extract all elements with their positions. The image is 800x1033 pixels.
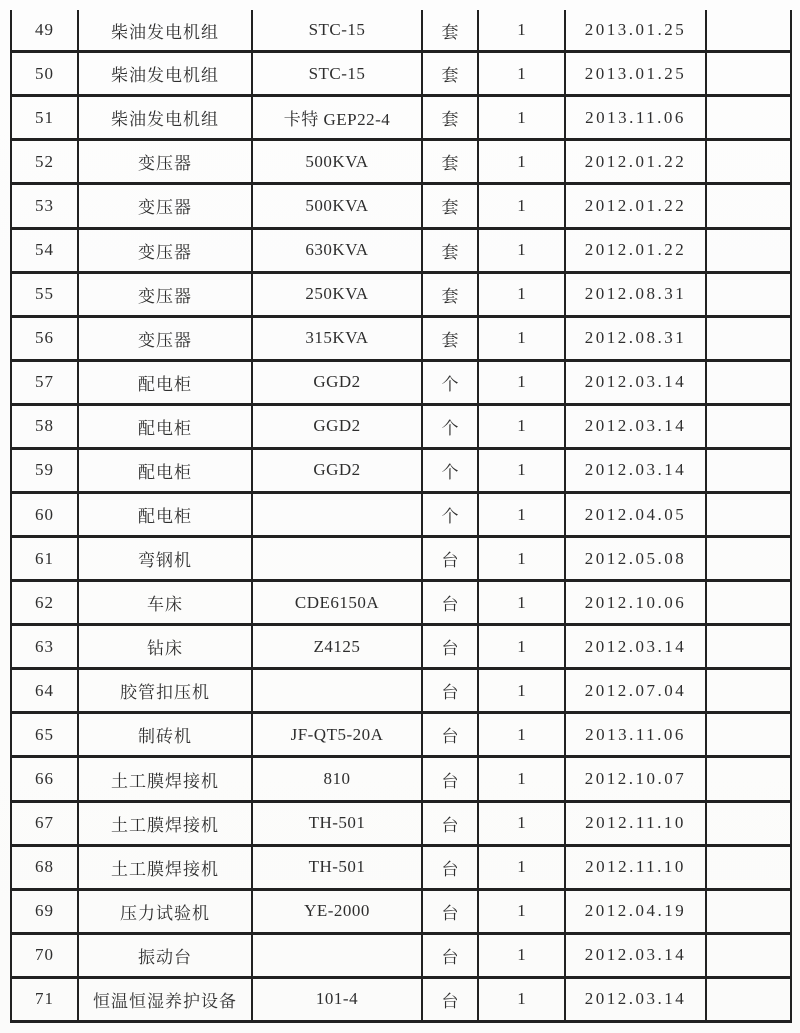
equipment-name-cell: 变压器 <box>78 316 252 360</box>
table-row <box>11 581 791 625</box>
unit-cell: 套 <box>422 228 478 272</box>
model-cell: JF-QT5-20A <box>252 713 422 757</box>
date-cell: 2012.03.14 <box>565 933 706 977</box>
unit-cell: 个 <box>422 404 478 448</box>
row-number-cell: 54 <box>11 228 78 272</box>
table-row <box>11 10 791 52</box>
date-cell: 2012.03.14 <box>565 404 706 448</box>
date-cell: 2012.03.14 <box>565 625 706 669</box>
remark-cell <box>706 228 791 272</box>
unit-cell: 套 <box>422 272 478 316</box>
equipment-name-cell: 变压器 <box>78 140 252 184</box>
date-cell: 2012.03.14 <box>565 360 706 404</box>
unit-cell: 台 <box>422 757 478 801</box>
date-cell: 2012.04.19 <box>565 889 706 933</box>
date-cell: 2013.01.25 <box>565 10 706 52</box>
model-cell <box>252 493 422 537</box>
table-row <box>11 404 791 448</box>
equipment-name-cell: 钻床 <box>78 625 252 669</box>
remark-cell <box>706 537 791 581</box>
unit-cell: 台 <box>422 845 478 889</box>
table-row <box>11 52 791 96</box>
remark-cell <box>706 977 791 1021</box>
table-row <box>11 669 791 713</box>
quantity-cell: 1 <box>478 96 565 140</box>
equipment-name-cell: 压力试验机 <box>78 889 252 933</box>
equipment-name-cell: 柴油发电机组 <box>78 52 252 96</box>
quantity-cell: 1 <box>478 404 565 448</box>
unit-cell: 套 <box>422 96 478 140</box>
row-number-cell: 56 <box>11 316 78 360</box>
remark-cell <box>706 360 791 404</box>
remark-cell <box>706 713 791 757</box>
quantity-cell: 1 <box>478 977 565 1021</box>
unit-cell: 套 <box>422 10 478 52</box>
table-row <box>11 228 791 272</box>
row-number-cell: 53 <box>11 184 78 228</box>
quantity-cell: 1 <box>478 669 565 713</box>
table-row <box>11 933 791 977</box>
remark-cell <box>706 96 791 140</box>
model-cell: YE-2000 <box>252 889 422 933</box>
equipment-name-cell: 制砖机 <box>78 713 252 757</box>
date-cell: 2012.11.10 <box>565 845 706 889</box>
unit-cell: 个 <box>422 360 478 404</box>
remark-cell <box>706 10 791 52</box>
quantity-cell: 1 <box>478 889 565 933</box>
equipment-name-cell: 柴油发电机组 <box>78 10 252 52</box>
row-number-cell: 63 <box>11 625 78 669</box>
quantity-cell: 1 <box>478 360 565 404</box>
model-cell: CDE6150A <box>252 581 422 625</box>
model-cell: 101-4 <box>252 977 422 1021</box>
row-number-cell: 49 <box>11 10 78 52</box>
date-cell: 2012.01.22 <box>565 228 706 272</box>
quantity-cell: 1 <box>478 52 565 96</box>
date-cell: 2012.01.22 <box>565 140 706 184</box>
quantity-cell: 1 <box>478 184 565 228</box>
equipment-name-cell: 车床 <box>78 581 252 625</box>
remark-cell <box>706 801 791 845</box>
table-row <box>11 757 791 801</box>
equipment-table-body <box>11 10 791 1022</box>
equipment-name-cell: 变压器 <box>78 272 252 316</box>
model-cell: GGD2 <box>252 448 422 492</box>
row-number-cell: 52 <box>11 140 78 184</box>
table-row <box>11 448 791 492</box>
equipment-name-cell: 弯钢机 <box>78 537 252 581</box>
table-row <box>11 140 791 184</box>
equipment-name-cell: 柴油发电机组 <box>78 96 252 140</box>
remark-cell <box>706 448 791 492</box>
date-cell: 2013.11.06 <box>565 713 706 757</box>
model-cell <box>252 669 422 713</box>
unit-cell: 台 <box>422 933 478 977</box>
unit-cell: 套 <box>422 316 478 360</box>
row-number-cell: 55 <box>11 272 78 316</box>
equipment-name-cell: 变压器 <box>78 228 252 272</box>
model-cell: 卡特 GEP22-4 <box>252 96 422 140</box>
unit-cell: 台 <box>422 581 478 625</box>
quantity-cell: 1 <box>478 537 565 581</box>
unit-cell: 个 <box>422 493 478 537</box>
row-number-cell: 71 <box>11 977 78 1021</box>
row-number-cell: 68 <box>11 845 78 889</box>
row-number-cell: 65 <box>11 713 78 757</box>
model-cell: 500KVA <box>252 184 422 228</box>
table-row <box>11 184 791 228</box>
row-number-cell: 66 <box>11 757 78 801</box>
remark-cell <box>706 845 791 889</box>
row-number-cell: 70 <box>11 933 78 977</box>
quantity-cell: 1 <box>478 801 565 845</box>
date-cell: 2012.10.06 <box>565 581 706 625</box>
table-row <box>11 493 791 537</box>
remark-cell <box>706 625 791 669</box>
equipment-name-cell: 变压器 <box>78 184 252 228</box>
row-number-cell: 69 <box>11 889 78 933</box>
row-number-cell: 57 <box>11 360 78 404</box>
model-cell: 500KVA <box>252 140 422 184</box>
quantity-cell: 1 <box>478 757 565 801</box>
remark-cell <box>706 140 791 184</box>
remark-cell <box>706 493 791 537</box>
model-cell: 315KVA <box>252 316 422 360</box>
date-cell: 2013.01.25 <box>565 52 706 96</box>
quantity-cell: 1 <box>478 493 565 537</box>
date-cell: 2012.10.07 <box>565 757 706 801</box>
quantity-cell: 1 <box>478 228 565 272</box>
quantity-cell: 1 <box>478 933 565 977</box>
remark-cell <box>706 404 791 448</box>
row-number-cell: 67 <box>11 801 78 845</box>
row-number-cell: 51 <box>11 96 78 140</box>
remark-cell <box>706 933 791 977</box>
date-cell: 2012.03.14 <box>565 448 706 492</box>
row-number-cell: 58 <box>11 404 78 448</box>
remark-cell <box>706 669 791 713</box>
unit-cell: 套 <box>422 140 478 184</box>
model-cell: Z4125 <box>252 625 422 669</box>
table-row <box>11 537 791 581</box>
quantity-cell: 1 <box>478 10 565 52</box>
remark-cell <box>706 757 791 801</box>
equipment-name-cell: 配电柜 <box>78 360 252 404</box>
unit-cell: 台 <box>422 889 478 933</box>
table-row <box>11 625 791 669</box>
unit-cell: 台 <box>422 669 478 713</box>
quantity-cell: 1 <box>478 625 565 669</box>
row-number-cell: 64 <box>11 669 78 713</box>
table-row <box>11 360 791 404</box>
date-cell: 2012.05.08 <box>565 537 706 581</box>
model-cell: STC-15 <box>252 52 422 96</box>
model-cell: STC-15 <box>252 10 422 52</box>
equipment-name-cell: 配电柜 <box>78 404 252 448</box>
row-number-cell: 62 <box>11 581 78 625</box>
equipment-name-cell: 振动台 <box>78 933 252 977</box>
equipment-table <box>10 10 792 1023</box>
table-row <box>11 713 791 757</box>
equipment-name-cell: 土工膜焊接机 <box>78 757 252 801</box>
row-number-cell: 61 <box>11 537 78 581</box>
table-row <box>11 96 791 140</box>
date-cell: 2012.11.10 <box>565 801 706 845</box>
table-row <box>11 845 791 889</box>
unit-cell: 台 <box>422 801 478 845</box>
remark-cell <box>706 316 791 360</box>
model-cell <box>252 537 422 581</box>
row-number-cell: 59 <box>11 448 78 492</box>
equipment-name-cell: 土工膜焊接机 <box>78 801 252 845</box>
equipment-name-cell: 胶管扣压机 <box>78 669 252 713</box>
quantity-cell: 1 <box>478 845 565 889</box>
unit-cell: 台 <box>422 977 478 1021</box>
unit-cell: 台 <box>422 625 478 669</box>
model-cell: 810 <box>252 757 422 801</box>
equipment-name-cell: 配电柜 <box>78 493 252 537</box>
date-cell: 2012.08.31 <box>565 316 706 360</box>
table-row <box>11 801 791 845</box>
quantity-cell: 1 <box>478 713 565 757</box>
date-cell: 2013.11.06 <box>565 96 706 140</box>
quantity-cell: 1 <box>478 140 565 184</box>
table-row <box>11 889 791 933</box>
unit-cell: 台 <box>422 537 478 581</box>
quantity-cell: 1 <box>478 581 565 625</box>
table-row <box>11 316 791 360</box>
date-cell: 2012.07.04 <box>565 669 706 713</box>
date-cell: 2012.01.22 <box>565 184 706 228</box>
model-cell: 630KVA <box>252 228 422 272</box>
equipment-name-cell: 恒温恒湿养护设备 <box>78 977 252 1021</box>
quantity-cell: 1 <box>478 272 565 316</box>
quantity-cell: 1 <box>478 316 565 360</box>
model-cell: 250KVA <box>252 272 422 316</box>
unit-cell: 台 <box>422 713 478 757</box>
model-cell: GGD2 <box>252 404 422 448</box>
row-number-cell: 60 <box>11 493 78 537</box>
equipment-name-cell: 土工膜焊接机 <box>78 845 252 889</box>
remark-cell <box>706 581 791 625</box>
equipment-name-cell: 配电柜 <box>78 448 252 492</box>
model-cell: TH-501 <box>252 845 422 889</box>
quantity-cell: 1 <box>478 448 565 492</box>
model-cell: GGD2 <box>252 360 422 404</box>
remark-cell <box>706 184 791 228</box>
remark-cell <box>706 52 791 96</box>
remark-cell <box>706 272 791 316</box>
unit-cell: 个 <box>422 448 478 492</box>
unit-cell: 套 <box>422 52 478 96</box>
date-cell: 2012.08.31 <box>565 272 706 316</box>
model-cell <box>252 933 422 977</box>
table-row <box>11 272 791 316</box>
date-cell: 2012.04.05 <box>565 493 706 537</box>
table-row <box>11 977 791 1021</box>
unit-cell: 套 <box>422 184 478 228</box>
model-cell: TH-501 <box>252 801 422 845</box>
row-number-cell: 50 <box>11 52 78 96</box>
date-cell: 2012.03.14 <box>565 977 706 1021</box>
remark-cell <box>706 889 791 933</box>
